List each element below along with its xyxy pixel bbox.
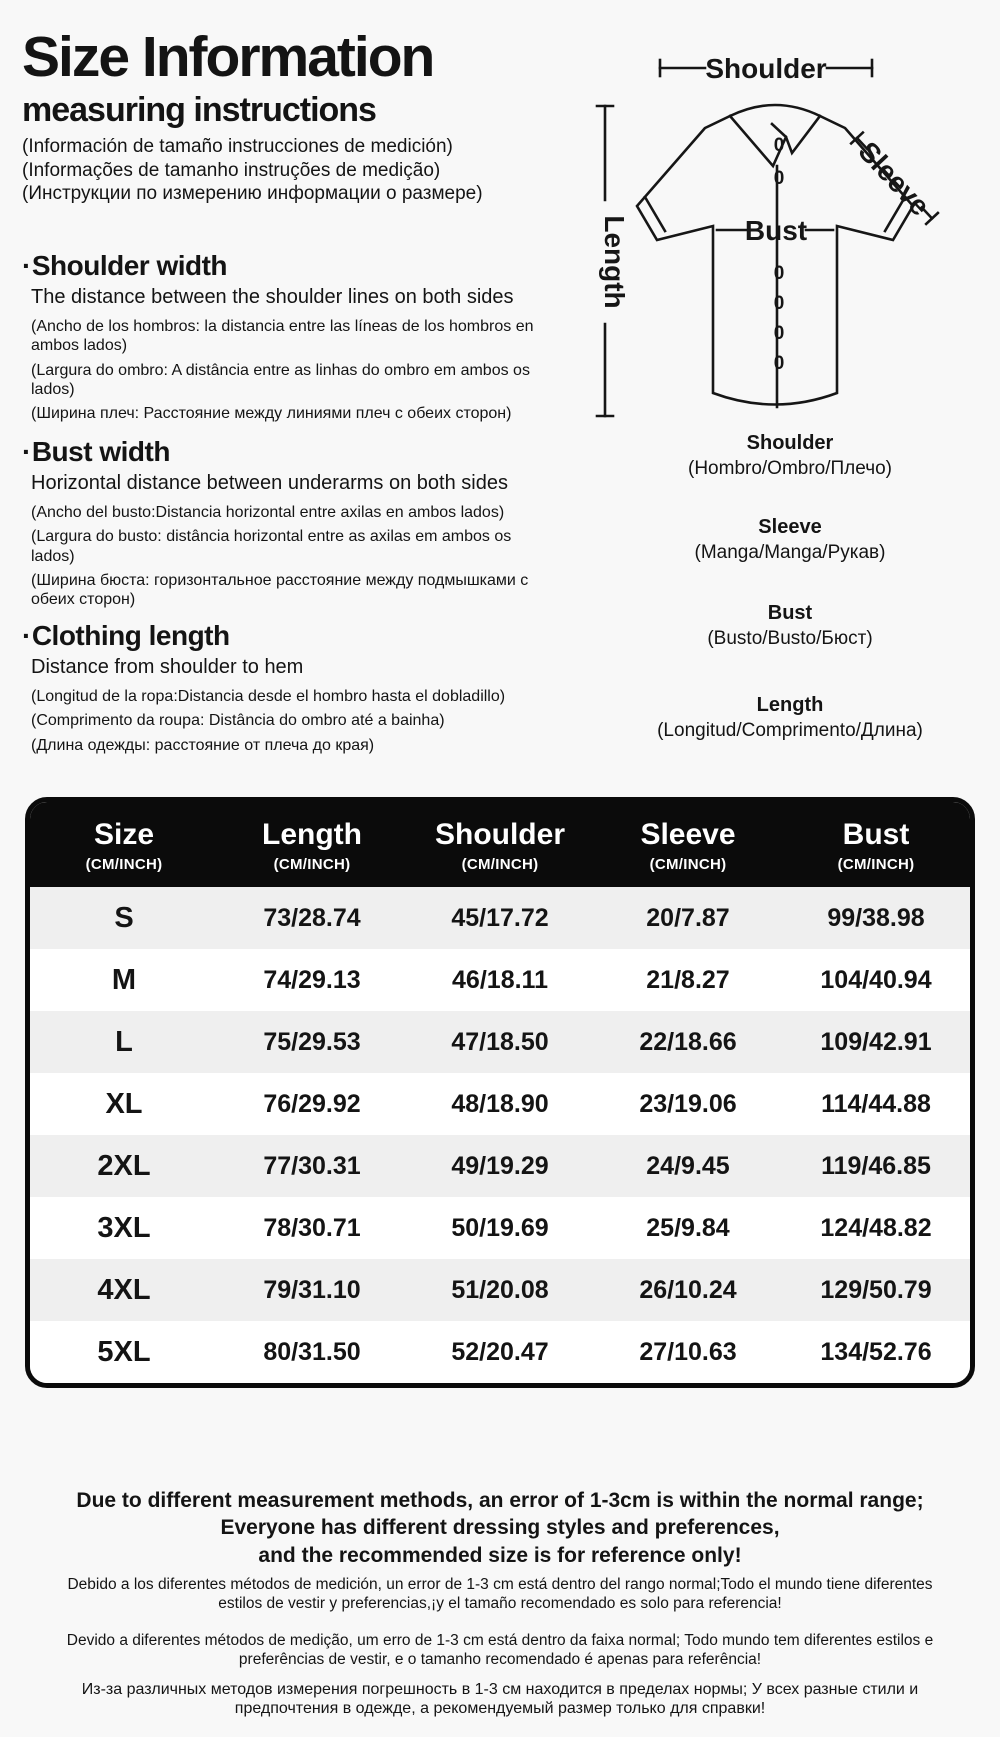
cell-length: 75/29.53 [263, 1027, 361, 1056]
column-header-size [30, 818, 218, 873]
section-title [22, 620, 552, 652]
cell-bust: 114/44.88 [821, 1089, 931, 1118]
diagram-bust-label: Bust [744, 215, 808, 246]
legend-length [575, 694, 1000, 742]
section-title-text: Bust width [31, 436, 170, 467]
bullet-glyph: · [22, 250, 31, 281]
cell-length: 77/30.31 [263, 1151, 361, 1180]
cell-length: 73/28.74 [263, 903, 361, 932]
cell-sleeve: 24/9.45 [646, 1151, 730, 1180]
table-row-m [30, 949, 970, 1011]
cell-sleeve: 22/18.66 [639, 1027, 737, 1056]
disclaimer-russian: Из-за различных методов измерения погрешность в 1-3 см находится в пределах нормы; У всех разные стили и предпочтения в одежде, а рекомендуемый размер только для справки! [81, 1681, 919, 1718]
cell-length: 74/29.13 [263, 965, 361, 994]
column-unit: (CM/INCH) [837, 856, 915, 873]
button-icon: 0 [773, 135, 785, 156]
button-icon: 0 [773, 353, 785, 374]
section-translations [31, 503, 536, 609]
section-shoulder-width [22, 250, 552, 428]
disclaimer-portuguese: Devido a diferentes métodos de medição, um erro de 1-3 cm está dentro da faixa normal; Todo mundo tem diferentes estilos e preferências de vestir, e o tamanho recomendado é apenas para referência! [66, 1632, 934, 1668]
section-bust-width [22, 436, 552, 614]
shirt-measurement-diagram [565, 38, 965, 433]
size-table-header [30, 802, 970, 887]
translation-ru: (Ширина плеч: Расстояние между линиями плеч с обеих сторон) [31, 404, 512, 422]
cell-size: M [111, 963, 137, 996]
column-unit: (CM/INCH) [85, 856, 163, 873]
button-icon: 0 [773, 263, 785, 284]
cell-sleeve: 26/10.24 [639, 1275, 737, 1304]
cell-size: XL [105, 1087, 143, 1120]
translation-es: (Ancho del busto:Distancia horizontal entre axilas en ambos lados) [31, 504, 505, 522]
column-label: Shoulder [434, 818, 565, 851]
button-icon: 0 [773, 293, 785, 314]
cell-bust: 104/40.94 [820, 965, 932, 994]
section-description: Horizontal distance between underarms on both sides [31, 472, 508, 495]
diagram-sleeve-label: Sleeve [852, 135, 936, 222]
cell-shoulder: 48/18.90 [451, 1089, 549, 1118]
table-row-4xl [30, 1259, 970, 1321]
translation-es: (Longitud de la ropa:Distancia desde el hombro hasta el dobladillo) [31, 688, 506, 706]
section-clothing-length [22, 620, 552, 760]
cell-sleeve: 27/10.63 [639, 1337, 737, 1366]
column-label: Sleeve [640, 818, 736, 851]
cell-size: L [115, 1025, 133, 1058]
legend-translation: (Hombro/Ombro/Плечо) [688, 458, 892, 479]
translation-pt: (Comprimento da roupa: Distância do ombro até a bainha) [31, 712, 445, 730]
translation-ru: (Ширина бюста: горизонтальное расстояние между подмышками с обеих сторон) [31, 571, 529, 608]
disclaimer-spanish: Debido a los diferentes métodos de medición, un error de 1-3 cm está dentro del rango normal;Todo el mundo tiene diferentes estilos de vestir y preferencias,¡y el tamaño recomendado es solo para referencia! [67, 1576, 933, 1612]
cell-sleeve: 21/8.27 [646, 965, 730, 994]
button-icon: 0 [773, 323, 785, 344]
legend-shoulder [575, 432, 1000, 480]
cell-shoulder: 45/17.72 [451, 903, 549, 932]
diagram-length-label: Length [599, 215, 630, 309]
diagram-shoulder-label: Shoulder [705, 53, 827, 84]
subtitle-translation-ru: (Инструкции по измерению информации о размере) [22, 182, 483, 204]
cell-length: 80/31.50 [263, 1337, 361, 1366]
translation-es: (Ancho de los hombros: la distancia entre las líneas de los hombros en ambos lados) [31, 318, 534, 355]
column-header-shoulder [406, 818, 594, 873]
subtitle-translation-es: (Información de tamaño instrucciones de medición) [22, 136, 453, 158]
column-unit: (CM/INCH) [461, 856, 539, 873]
cell-size: 2XL [97, 1149, 151, 1182]
column-unit: (CM/INCH) [649, 856, 727, 873]
legend-label: Sleeve [758, 516, 822, 538]
legend-label: Bust [767, 602, 813, 624]
cell-bust: 119/46.85 [821, 1151, 931, 1180]
cell-bust: 99/38.98 [827, 903, 925, 932]
cell-sleeve: 25/9.84 [646, 1213, 730, 1242]
cell-size: 3XL [97, 1211, 151, 1244]
column-label: Bust [842, 818, 910, 851]
table-row-s [30, 887, 970, 949]
translation-pt: (Largura do busto: distância horizontal entre as axilas em ambos os lados) [31, 528, 512, 565]
cell-length: 79/31.10 [263, 1275, 361, 1304]
cell-shoulder: 46/18.11 [452, 965, 548, 994]
button-icon: 0 [773, 168, 785, 189]
legend-label: Length [756, 694, 824, 716]
section-title [22, 250, 552, 282]
section-title-text: Clothing length [31, 620, 230, 651]
section-translations [31, 687, 536, 755]
translation-ru: (Длина одежды: расстояние от плеча до края) [31, 736, 375, 754]
column-header-bust [782, 818, 970, 873]
legend-label: Shoulder [746, 432, 834, 454]
column-label: Size [93, 818, 155, 851]
table-row-2xl [30, 1135, 970, 1197]
table-row-xl [30, 1073, 970, 1135]
section-description: The distance between the shoulder lines on both sides [31, 286, 514, 309]
disclaimer-line: Everyone has different dressing styles and preferences, [220, 1516, 780, 1540]
column-label: Length [262, 818, 362, 851]
column-unit: (CM/INCH) [273, 856, 351, 873]
section-description: Distance from shoulder to hem [31, 656, 304, 679]
cell-shoulder: 50/19.69 [451, 1213, 549, 1242]
cell-bust: 109/42.91 [820, 1027, 932, 1056]
legend-translation: (Busto/Busto/Бюст) [707, 628, 873, 649]
legend-bust [575, 602, 1000, 650]
section-title-text: Shoulder width [31, 250, 228, 281]
cell-size: 4XL [97, 1273, 151, 1306]
page-title: Size Information [22, 25, 434, 89]
disclaimer-line: Due to different measurement methods, an error of 1-3cm is within the normal range; [76, 1489, 924, 1512]
column-header-length [218, 818, 406, 873]
cell-sleeve: 23/19.06 [639, 1089, 737, 1118]
bullet-glyph: · [22, 620, 31, 651]
cell-shoulder: 47/18.50 [451, 1027, 549, 1056]
cell-size: S [114, 901, 134, 934]
cell-size: 5XL [97, 1335, 151, 1368]
table-row-5xl [30, 1321, 970, 1383]
cell-bust: 124/48.82 [820, 1213, 932, 1242]
translation-pt: (Largura do ombro: A distância entre as linhas do ombro em ambos os lados) [31, 361, 530, 398]
cell-length: 78/30.71 [263, 1213, 361, 1242]
cell-shoulder: 52/20.47 [451, 1337, 549, 1366]
title-block [22, 25, 552, 205]
legend-translation: (Longitud/Comprimento/Длина) [657, 720, 923, 741]
section-title [22, 436, 552, 468]
subtitle-translation-pt: (Informações de tamanho instruções de medição) [22, 159, 441, 181]
column-header-sleeve [594, 818, 782, 873]
disclaimer-english [0, 1487, 1000, 1569]
cell-shoulder: 49/19.29 [451, 1151, 549, 1180]
bullet-glyph: · [22, 436, 31, 467]
table-row-3xl [30, 1197, 970, 1259]
cell-length: 76/29.92 [263, 1089, 361, 1118]
size-table [25, 797, 975, 1388]
cell-bust: 134/52.76 [820, 1337, 932, 1366]
disclaimer-line: and the recommended size is for reference only! [258, 1543, 742, 1567]
cell-shoulder: 51/20.08 [451, 1275, 549, 1304]
cell-sleeve: 20/7.87 [646, 903, 730, 932]
table-row-l [30, 1011, 970, 1073]
cell-bust: 129/50.79 [820, 1275, 932, 1304]
section-translations [31, 317, 536, 423]
legend-sleeve [575, 516, 1000, 564]
page-subtitle: measuring instructions [22, 90, 376, 129]
legend-translation: (Manga/Manga/Рукав) [694, 542, 886, 563]
